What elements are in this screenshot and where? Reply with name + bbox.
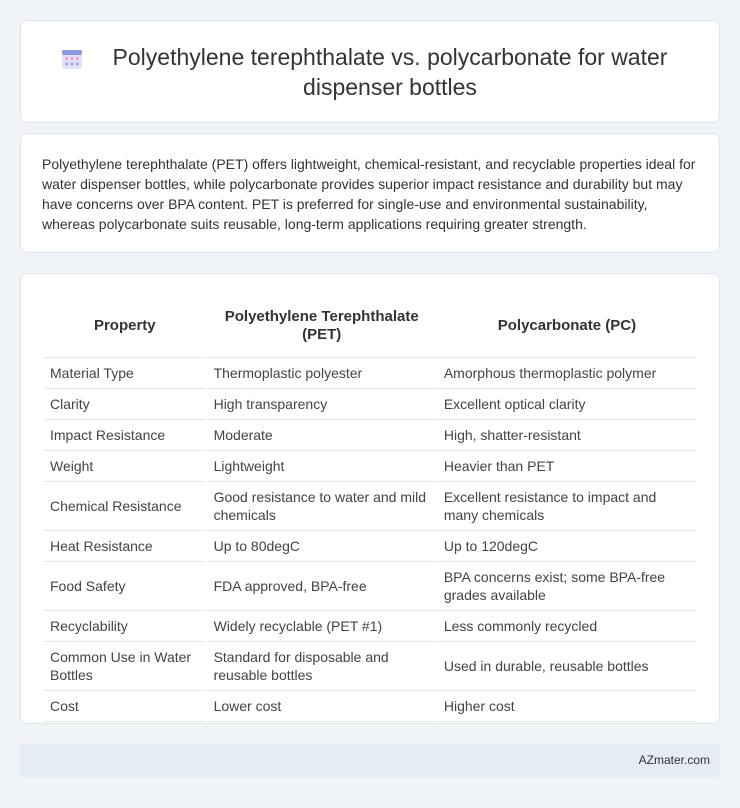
property-cell: Weight xyxy=(44,451,206,482)
summary-paragraph: Polyethylene terephthalate (PET) offers lightweight, chemical-resistant, and recyclable properties ideal for water dispenser bottles, while polycarbonate provides superior impact resistance and durability but may have concerns over BPA content. PET is preferred for single-use and environmental sustainability, whereas polycarbonate suits reusable, long-term applications requiring greater strength. xyxy=(42,156,696,232)
pc-cell: Higher cost xyxy=(438,691,696,722)
column-header-pet: Polyethylene Terephthalate (PET) xyxy=(208,296,436,358)
column-header-property: Property xyxy=(44,296,206,358)
footer-bar xyxy=(20,744,720,777)
pc-cell: Heavier than PET xyxy=(438,451,696,482)
property-cell: Common Use in Water Bottles xyxy=(44,642,206,691)
comparison-table xyxy=(42,296,698,722)
pet-cell: Standard for disposable and reusable bottles xyxy=(208,642,436,691)
table-row xyxy=(44,358,696,389)
pc-cell: High, shatter-resistant xyxy=(438,420,696,451)
pc-cell: Less commonly recycled xyxy=(438,611,696,642)
table-row xyxy=(44,482,696,531)
property-cell: Cost xyxy=(44,691,206,722)
table-row xyxy=(44,420,696,451)
property-cell: Food Safety xyxy=(44,562,206,611)
pc-cell: Amorphous thermoplastic polymer xyxy=(438,358,696,389)
pet-cell: High transparency xyxy=(208,389,436,420)
pet-cell: FDA approved, BPA-free xyxy=(208,562,436,611)
property-cell: Heat Resistance xyxy=(44,531,206,562)
pc-cell: BPA concerns exist; some BPA-free grades available xyxy=(438,562,696,611)
pet-cell: Lower cost xyxy=(208,691,436,722)
pet-cell: Good resistance to water and mild chemicals xyxy=(208,482,436,531)
pc-cell: Up to 120degC xyxy=(438,531,696,562)
title-card xyxy=(20,20,720,123)
pc-cell: Excellent optical clarity xyxy=(438,389,696,420)
table-row xyxy=(44,611,696,642)
table-row xyxy=(44,451,696,482)
pet-cell: Widely recyclable (PET #1) xyxy=(208,611,436,642)
page-title: Polyethylene terephthalate vs. polycarbonate for water dispenser bottles xyxy=(112,43,668,100)
pc-cell: Used in durable, reusable bottles xyxy=(438,642,696,691)
pet-cell: Lightweight xyxy=(208,451,436,482)
pet-cell: Up to 80degC xyxy=(208,531,436,562)
table-row xyxy=(44,691,696,722)
table-row xyxy=(44,642,696,691)
pet-cell: Thermoplastic polyester xyxy=(208,358,436,389)
property-cell: Material Type xyxy=(44,358,206,389)
pc-cell: Excellent resistance to impact and many chemicals xyxy=(438,482,696,531)
property-cell: Clarity xyxy=(44,389,206,420)
table-row xyxy=(44,562,696,611)
table-header-row xyxy=(44,296,696,358)
comparison-table-card xyxy=(20,273,720,724)
pet-cell: Moderate xyxy=(208,420,436,451)
table-row xyxy=(44,389,696,420)
summary-card xyxy=(20,133,720,253)
property-cell: Recyclability xyxy=(44,611,206,642)
property-cell: Impact Resistance xyxy=(44,420,206,451)
property-cell: Chemical Resistance xyxy=(44,482,206,531)
footer-brand-link[interactable]: AZmater.com xyxy=(638,753,710,767)
table-row xyxy=(44,531,696,562)
column-header-pc: Polycarbonate (PC) xyxy=(438,296,696,358)
